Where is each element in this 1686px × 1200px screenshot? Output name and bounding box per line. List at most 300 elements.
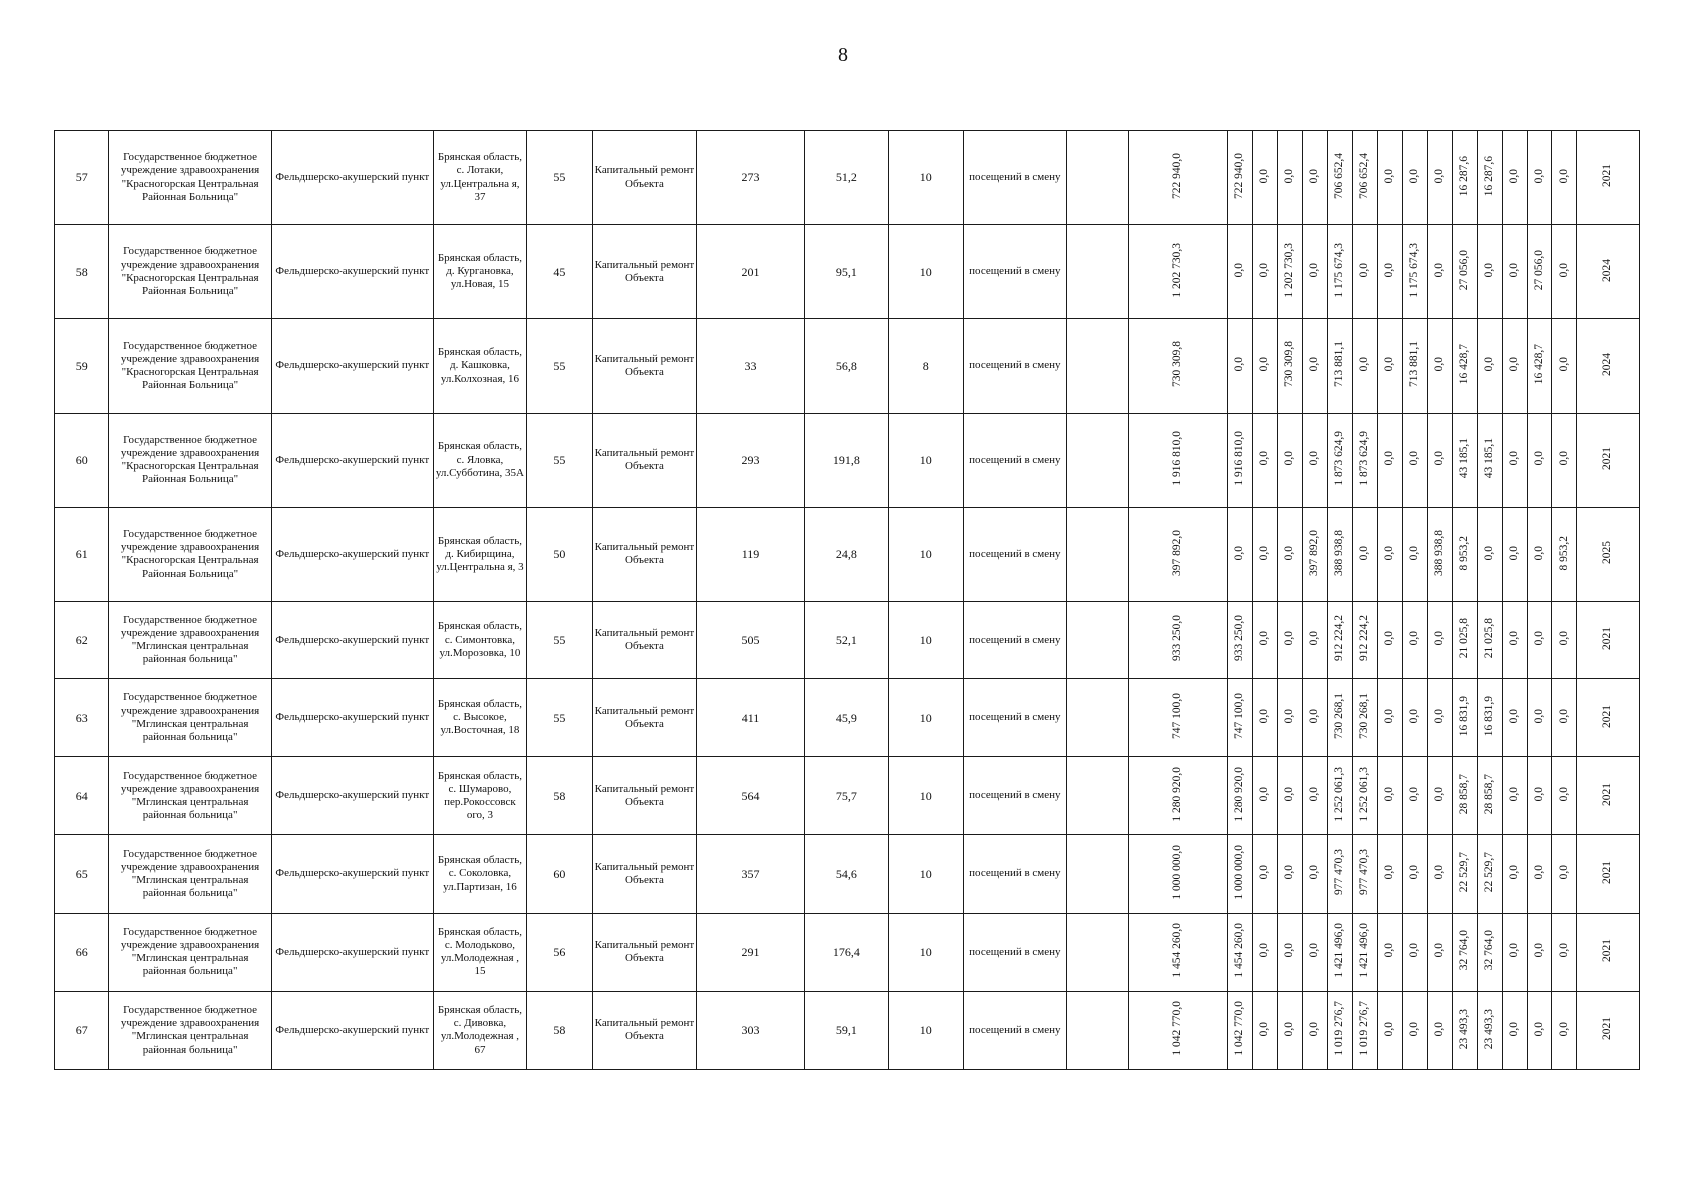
capacity-unit: посещений в смену (963, 602, 1066, 679)
value-col-4: 50 (526, 507, 592, 601)
funding-value (1402, 131, 1427, 225)
completion-year (1577, 225, 1640, 319)
value-col-4: 55 (526, 319, 592, 413)
funding-value-text: 0,0 (1407, 631, 1420, 646)
funding-value (1452, 507, 1477, 601)
funding-value (1427, 757, 1452, 835)
funding-value (1427, 413, 1452, 507)
funding-value-text: 1 280 920,0 (1233, 766, 1246, 822)
facility-type: Фельдшерско-акушерский пункт (271, 913, 433, 991)
funding-value-text: 22 529,7 (1457, 852, 1470, 893)
funding-value-text: 1 252 061,3 (1332, 766, 1345, 822)
funding-value (1352, 835, 1377, 913)
empty-cell (1066, 413, 1128, 507)
funding-value (1402, 835, 1427, 913)
funding-value (1129, 507, 1228, 601)
funding-value-text: 397 892,0 (1308, 529, 1320, 576)
funding-value (1427, 991, 1452, 1069)
funding-value-text: 0,0 (1507, 545, 1520, 560)
table-row (55, 507, 1640, 601)
funding-value-text: 1 019 276,7 (1332, 1001, 1345, 1057)
facility-address: Брянская область, с. Дивовка, ул.Молодежная , 67 (433, 991, 526, 1069)
funding-value (1552, 507, 1577, 601)
funding-value-text: 0,0 (1432, 708, 1445, 724)
funding-value-text: 0,0 (1482, 262, 1495, 278)
value-col-4: 55 (526, 602, 592, 679)
value-col-7: 59,1 (804, 991, 888, 1069)
funding-value-text: 0,0 (1308, 1021, 1320, 1036)
funding-value (1228, 507, 1253, 601)
funding-value (1327, 319, 1352, 413)
funding-value-text: 0,0 (1407, 787, 1420, 802)
capacity-unit: посещений в смену (963, 507, 1066, 601)
facility-type: Фельдшерско-акушерский пункт (271, 507, 433, 601)
institution-name: Государственное бюджетное учреждение здравоохранения "Красногорская Центральная Районная Больница" (109, 225, 271, 319)
funding-value-text: 0,0 (1407, 451, 1420, 466)
facility-type: Фельдшерско-акушерский пункт (271, 602, 433, 679)
funding-value-text: 0,0 (1507, 865, 1520, 880)
funding-value (1527, 913, 1552, 991)
empty-cell (1066, 835, 1128, 913)
funding-value-text: 0,0 (1407, 943, 1420, 958)
funding-value-text: 0,0 (1532, 787, 1545, 802)
funding-value (1377, 131, 1402, 225)
funding-value-text: 21 025,8 (1457, 618, 1470, 659)
funding-value-text: 0,0 (1357, 262, 1370, 278)
funding-value (1402, 991, 1427, 1069)
funding-value (1352, 679, 1377, 757)
funding-value (1228, 225, 1253, 319)
row-number: 65 (55, 835, 109, 913)
funding-value (1302, 413, 1327, 507)
value-col-7: 45,9 (804, 679, 888, 757)
funding-value-text: 0,0 (1258, 1021, 1271, 1036)
value-col-8: 10 (888, 225, 963, 319)
funding-value-text: 0,0 (1557, 865, 1570, 880)
funding-value-text: 0,0 (1407, 545, 1420, 560)
funding-value-text: 27 056,0 (1457, 250, 1470, 291)
value-col-6: 33 (697, 319, 805, 413)
funding-value-text: 0,0 (1283, 1021, 1296, 1036)
funding-value-text: 0,0 (1507, 631, 1520, 646)
funding-value (1277, 413, 1302, 507)
funding-value-text: 0,0 (1308, 787, 1320, 802)
funding-value (1129, 413, 1228, 507)
funding-value (1277, 602, 1302, 679)
funding-value (1552, 319, 1577, 413)
funding-value (1477, 835, 1502, 913)
funding-value-text: 1 000 000,0 (1171, 845, 1184, 900)
funding-value-text: 28 858,7 (1482, 774, 1495, 815)
completion-year-text: 2024 (1601, 352, 1614, 376)
funding-value-text: 0,0 (1357, 545, 1370, 560)
value-col-7: 191,8 (804, 413, 888, 507)
funding-value (1277, 913, 1302, 991)
funding-value (1502, 413, 1527, 507)
table-row (55, 757, 1640, 835)
completion-year (1577, 319, 1640, 413)
institution-name: Государственное бюджетное учреждение здравоохранения "Мглинская центральная районная больница" (109, 757, 271, 835)
table-row (55, 913, 1640, 991)
empty-cell (1066, 602, 1128, 679)
funding-value-text: 0,0 (1432, 787, 1445, 802)
facility-type: Фельдшерско-акушерский пункт (271, 679, 433, 757)
funding-value-text: 16 287,6 (1482, 155, 1495, 197)
funding-value-text: 0,0 (1283, 708, 1296, 724)
facility-address: Брянская область, с. Лотаки, ул.Центральна я, 37 (433, 131, 526, 225)
row-number: 58 (55, 225, 109, 319)
funding-value (1452, 679, 1477, 757)
funding-value-text: 16 287,6 (1457, 155, 1470, 197)
capacity-unit: посещений в смену (963, 319, 1066, 413)
funding-value (1253, 602, 1278, 679)
row-number: 59 (55, 319, 109, 413)
funding-value (1352, 991, 1377, 1069)
funding-value-text: 0,0 (1557, 1021, 1570, 1036)
value-col-4: 56 (526, 913, 592, 991)
funding-value (1228, 913, 1253, 991)
value-col-6: 411 (697, 679, 805, 757)
work-type: Капитальный ремонт Объекта (592, 225, 696, 319)
funding-value-text: 0,0 (1382, 168, 1395, 184)
completion-year-text: 2021 (1601, 626, 1614, 650)
funding-value (1277, 835, 1302, 913)
funding-value-text: 43 185,1 (1482, 438, 1495, 479)
funding-value (1402, 225, 1427, 319)
funding-value-text: 43 185,1 (1457, 438, 1470, 479)
value-col-7: 54,6 (804, 835, 888, 913)
funding-value-text: 16 428,7 (1532, 344, 1545, 385)
funding-value (1277, 319, 1302, 413)
funding-value-text: 0,0 (1382, 262, 1395, 278)
funding-value (1352, 413, 1377, 507)
funding-value (1452, 913, 1477, 991)
funding-value (1502, 991, 1527, 1069)
value-col-8: 10 (888, 679, 963, 757)
funding-value-text: 0,0 (1532, 545, 1545, 560)
funding-value (1253, 225, 1278, 319)
work-type: Капитальный ремонт Объекта (592, 913, 696, 991)
funding-value (1129, 602, 1228, 679)
completion-year (1577, 131, 1640, 225)
funding-value (1377, 507, 1402, 601)
work-type: Капитальный ремонт Объекта (592, 319, 696, 413)
funding-value (1253, 507, 1278, 601)
funding-value-text: 0,0 (1382, 708, 1395, 724)
empty-cell (1066, 757, 1128, 835)
funding-value-text: 0,0 (1308, 631, 1320, 646)
funding-value-text: 0,0 (1233, 357, 1246, 372)
funding-value-text: 0,0 (1308, 168, 1320, 184)
empty-cell (1066, 507, 1128, 601)
row-number: 64 (55, 757, 109, 835)
funding-value (1477, 131, 1502, 225)
funding-value (1302, 757, 1327, 835)
capacity-unit: посещений в смену (963, 757, 1066, 835)
funding-value (1129, 913, 1228, 991)
funding-value-text: 0,0 (1532, 708, 1545, 724)
capacity-unit: посещений в смену (963, 679, 1066, 757)
completion-year-text: 2021 (1601, 164, 1614, 188)
funding-value (1352, 319, 1377, 413)
funding-value (1527, 602, 1552, 679)
empty-cell (1066, 679, 1128, 757)
funding-value-text: 0,0 (1532, 168, 1545, 184)
funding-value-text: 0,0 (1507, 943, 1520, 958)
empty-cell (1066, 913, 1128, 991)
work-type: Капитальный ремонт Объекта (592, 835, 696, 913)
funding-value-text: 0,0 (1557, 262, 1570, 278)
empty-cell (1066, 319, 1128, 413)
funding-value-text: 1 421 496,0 (1332, 923, 1345, 978)
funding-value (1452, 225, 1477, 319)
value-col-7: 95,1 (804, 225, 888, 319)
funding-value (1552, 413, 1577, 507)
funding-value (1402, 679, 1427, 757)
value-col-7: 56,8 (804, 319, 888, 413)
funding-value (1427, 225, 1452, 319)
funding-value-text: 0,0 (1432, 865, 1445, 880)
funding-value-text: 933 250,0 (1233, 615, 1246, 662)
funding-value (1427, 679, 1452, 757)
funding-value (1352, 507, 1377, 601)
funding-value (1402, 507, 1427, 601)
funding-value (1327, 413, 1352, 507)
value-col-6: 291 (697, 913, 805, 991)
funding-value-text: 32 764,0 (1482, 930, 1495, 971)
funding-value-text: 722 940,0 (1171, 152, 1184, 199)
funding-value-text: 0,0 (1507, 262, 1520, 278)
funding-value (1402, 757, 1427, 835)
funding-value (1477, 225, 1502, 319)
row-number: 60 (55, 413, 109, 507)
funding-value-text: 0,0 (1557, 357, 1570, 372)
funding-value-text: 16 831,9 (1482, 695, 1495, 737)
facility-type: Фельдшерско-акушерский пункт (271, 131, 433, 225)
funding-value-text: 0,0 (1258, 865, 1271, 880)
funding-value-text: 0,0 (1532, 943, 1545, 958)
facility-address: Брянская область, с. Высокое, ул.Восточная, 18 (433, 679, 526, 757)
funding-value-text: 0,0 (1258, 357, 1271, 372)
funding-value-text: 0,0 (1507, 168, 1520, 184)
funding-value (1253, 319, 1278, 413)
funding-value-text: 0,0 (1432, 168, 1445, 184)
row-number: 62 (55, 602, 109, 679)
funding-value (1427, 913, 1452, 991)
funding-value-text: 977 470,3 (1357, 849, 1370, 896)
funding-value (1402, 602, 1427, 679)
completion-year (1577, 507, 1640, 601)
work-type: Капитальный ремонт Объекта (592, 413, 696, 507)
funding-value-text: 23 493,3 (1482, 1008, 1495, 1049)
funding-value (1253, 413, 1278, 507)
funding-value (1129, 835, 1228, 913)
funding-value (1129, 131, 1228, 225)
funding-value-text: 0,0 (1382, 865, 1395, 880)
value-col-8: 10 (888, 413, 963, 507)
funding-value (1352, 131, 1377, 225)
capacity-unit: посещений в смену (963, 913, 1066, 991)
work-type: Капитальный ремонт Объекта (592, 602, 696, 679)
funding-value (1302, 225, 1327, 319)
facility-type: Фельдшерско-акушерский пункт (271, 413, 433, 507)
funding-value-text: 0,0 (1308, 451, 1320, 466)
funding-value (1253, 131, 1278, 225)
funding-value (1129, 319, 1228, 413)
funding-value (1277, 991, 1302, 1069)
completion-year-text: 2021 (1601, 860, 1614, 884)
table-row (55, 131, 1640, 225)
completion-year (1577, 913, 1640, 991)
institution-name: Государственное бюджетное учреждение здравоохранения "Мглинская центральная районная больница" (109, 602, 271, 679)
funding-value-text: 730 268,1 (1332, 693, 1345, 740)
funding-value (1377, 679, 1402, 757)
funding-value (1527, 679, 1552, 757)
funding-value-text: 0,0 (1283, 631, 1296, 646)
funding-value-text: 0,0 (1233, 545, 1246, 560)
funding-value-text: 0,0 (1258, 262, 1271, 278)
funding-value-text: 0,0 (1532, 1021, 1545, 1036)
funding-value-text: 0,0 (1258, 545, 1271, 560)
funding-value-text: 0,0 (1407, 1021, 1420, 1036)
funding-value-text: 8 953,2 (1557, 535, 1570, 571)
funding-value (1302, 679, 1327, 757)
funding-value-text: 1 175 674,3 (1332, 242, 1345, 298)
funding-value (1477, 507, 1502, 601)
value-col-6: 505 (697, 602, 805, 679)
funding-value-text: 0,0 (1308, 865, 1320, 880)
completion-year-text: 2021 (1601, 939, 1614, 963)
funding-value (1552, 835, 1577, 913)
funding-value (1527, 835, 1552, 913)
funding-value (1402, 413, 1427, 507)
facility-type: Фельдшерско-акушерский пункт (271, 757, 433, 835)
funding-value (1477, 991, 1502, 1069)
funding-value-text: 0,0 (1507, 708, 1520, 724)
funding-value-text: 0,0 (1432, 1021, 1445, 1036)
funding-value (1327, 991, 1352, 1069)
funding-value (1129, 991, 1228, 1069)
funding-value-text: 706 652,4 (1357, 152, 1370, 199)
funding-value (1452, 319, 1477, 413)
funding-value (1327, 507, 1352, 601)
row-number: 63 (55, 679, 109, 757)
funding-value-text: 0,0 (1482, 545, 1495, 560)
row-number: 61 (55, 507, 109, 601)
empty-cell (1066, 131, 1128, 225)
funding-value (1253, 835, 1278, 913)
facility-type: Фельдшерско-акушерский пункт (271, 991, 433, 1069)
funding-value-text: 0,0 (1308, 357, 1320, 372)
funding-value-text: 0,0 (1308, 943, 1320, 958)
completion-year-text: 2021 (1601, 447, 1614, 471)
funding-value (1277, 507, 1302, 601)
table-row (55, 319, 1640, 413)
capacity-unit: посещений в смену (963, 413, 1066, 507)
funding-value-text: 912 224,2 (1357, 615, 1370, 662)
funding-value (1452, 835, 1477, 913)
funding-value-text: 1 421 496,0 (1357, 923, 1370, 978)
funding-value-text: 0,0 (1482, 357, 1495, 372)
value-col-6: 273 (697, 131, 805, 225)
completion-year-text: 2025 (1601, 541, 1614, 565)
value-col-8: 10 (888, 507, 963, 601)
institution-name: Государственное бюджетное учреждение здравоохранения "Красногорская Центральная Районная Больница" (109, 507, 271, 601)
funding-value (1302, 507, 1327, 601)
funding-value-text: 730 268,1 (1357, 693, 1370, 740)
funding-value-text: 1 873 624,9 (1357, 431, 1370, 486)
funding-value (1527, 507, 1552, 601)
funding-value-text: 27 056,0 (1532, 250, 1545, 291)
funding-value (1452, 757, 1477, 835)
funding-value (1552, 225, 1577, 319)
institution-name: Государственное бюджетное учреждение здравоохранения "Красногорская Центральная Районная Больница" (109, 413, 271, 507)
funding-value (1327, 757, 1352, 835)
funding-value-text: 32 764,0 (1457, 930, 1470, 971)
funding-value (1327, 913, 1352, 991)
funding-value (1502, 319, 1527, 413)
funding-value (1377, 835, 1402, 913)
funding-value-text: 1 454 260,0 (1233, 923, 1246, 978)
funding-value (1502, 835, 1527, 913)
completion-year-text: 2021 (1601, 704, 1614, 728)
value-col-7: 176,4 (804, 913, 888, 991)
table-row (55, 413, 1640, 507)
funding-value (1427, 602, 1452, 679)
value-col-8: 10 (888, 991, 963, 1069)
funding-value (1502, 225, 1527, 319)
funding-value (1228, 991, 1253, 1069)
funding-value-text: 0,0 (1283, 545, 1296, 560)
funding-value (1352, 913, 1377, 991)
facility-type: Фельдшерско-акушерский пункт (271, 835, 433, 913)
funding-value-text: 0,0 (1432, 262, 1445, 278)
funding-value (1377, 913, 1402, 991)
funding-value-text: 0,0 (1557, 168, 1570, 184)
funding-value (1452, 602, 1477, 679)
funding-value-text: 933 250,0 (1171, 615, 1184, 662)
completion-year (1577, 413, 1640, 507)
funding-value-text: 0,0 (1557, 708, 1570, 724)
funding-value-text: 28 858,7 (1457, 774, 1470, 815)
funding-value-text: 22 529,7 (1482, 852, 1495, 893)
funding-value (1327, 679, 1352, 757)
funding-value (1452, 131, 1477, 225)
facility-type: Фельдшерско-акушерский пункт (271, 225, 433, 319)
funding-value-text: 1 252 061,3 (1357, 766, 1370, 822)
funding-value (1552, 131, 1577, 225)
funding-value-text: 0,0 (1557, 943, 1570, 958)
row-number: 66 (55, 913, 109, 991)
funding-value-text: 0,0 (1382, 357, 1395, 372)
funding-value (1477, 757, 1502, 835)
table-row (55, 602, 1640, 679)
funding-value-text: 0,0 (1432, 631, 1445, 646)
funding-value (1502, 507, 1527, 601)
funding-value-text: 1 280 920,0 (1171, 766, 1184, 822)
funding-value-text: 0,0 (1507, 451, 1520, 466)
institution-name: Государственное бюджетное учреждение здравоохранения "Мглинская центральная районная больница" (109, 679, 271, 757)
funding-value (1228, 319, 1253, 413)
value-col-8: 10 (888, 602, 963, 679)
funding-value-text: 977 470,3 (1332, 849, 1345, 896)
capacity-unit: посещений в смену (963, 225, 1066, 319)
facility-address: Брянская область, с. Шумарово, пер.Рокоссовск ого, 3 (433, 757, 526, 835)
value-col-6: 303 (697, 991, 805, 1069)
funding-value-text: 0,0 (1432, 357, 1445, 372)
funding-value-text: 0,0 (1407, 168, 1420, 184)
funding-value-text: 0,0 (1507, 787, 1520, 802)
